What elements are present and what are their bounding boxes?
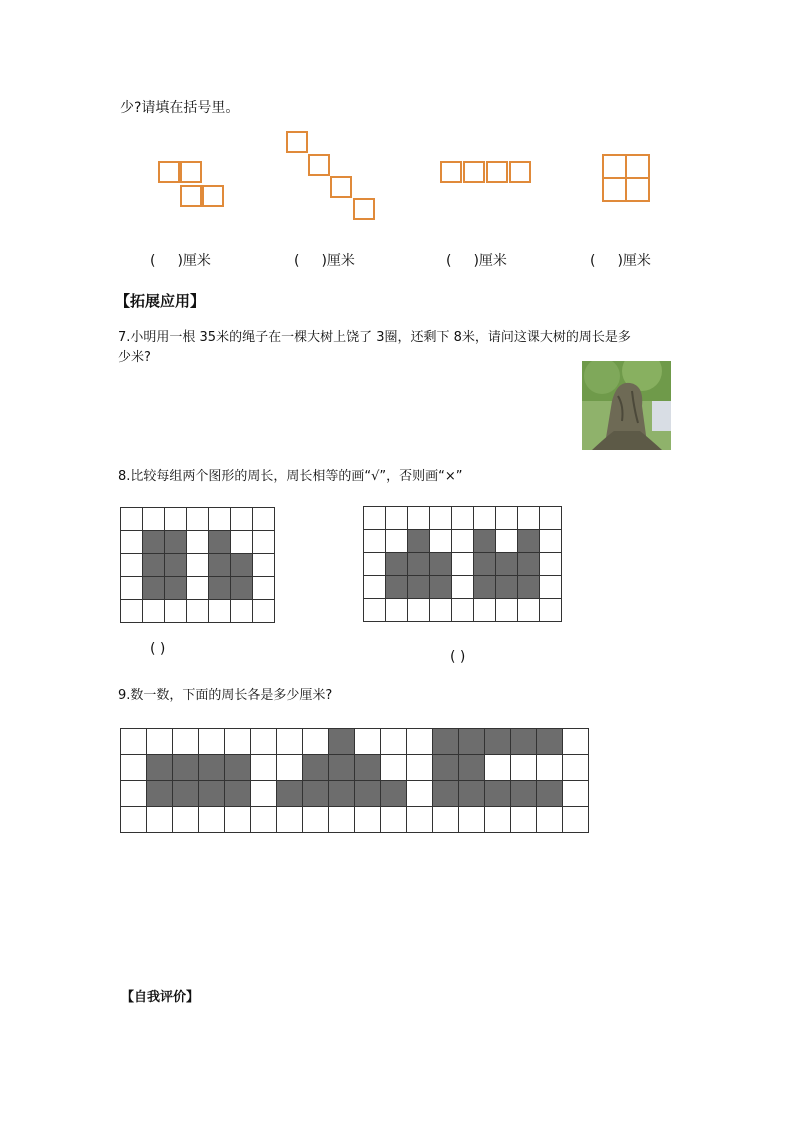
question-9: 9.数一数，下面的周长各是多少厘米? [118,688,333,703]
compare-grid-2 [363,506,562,622]
shape-1 [158,161,228,209]
shape-4 [602,154,650,202]
answer-blank-3[interactable]: ( )厘米 [446,253,507,269]
answer-blank-compare-1[interactable]: ( ) [150,641,166,657]
question-8: 8.比较每组两个图形的周长，周长相等的画“√”，否则画“×” [118,469,463,484]
section-heading-extend: 【拓展应用】 [115,292,206,310]
shape-3 [440,161,534,185]
answer-blank-compare-2[interactable]: ( ) [450,649,466,665]
question-7-line1: 7.小明用一根 35米的绳子在一棵大树上饶了 3圈，还剩下 8米，请问这课大树的周长是多 [118,330,631,345]
section-heading-self-evaluation: 【自我评价】 [121,990,200,1005]
answer-blank-2[interactable]: ( )厘米 [294,253,355,269]
count-grid [120,728,589,833]
question-7-line2: 少米? [118,350,151,365]
answer-blank-1[interactable]: ( )厘米 [150,253,211,269]
answer-blank-4[interactable]: ( )厘米 [590,253,651,269]
shape-2 [286,131,381,223]
question-intro: 少?请填在括号里。 [120,100,240,116]
compare-grid-1 [120,507,275,623]
tree-image [582,361,671,450]
